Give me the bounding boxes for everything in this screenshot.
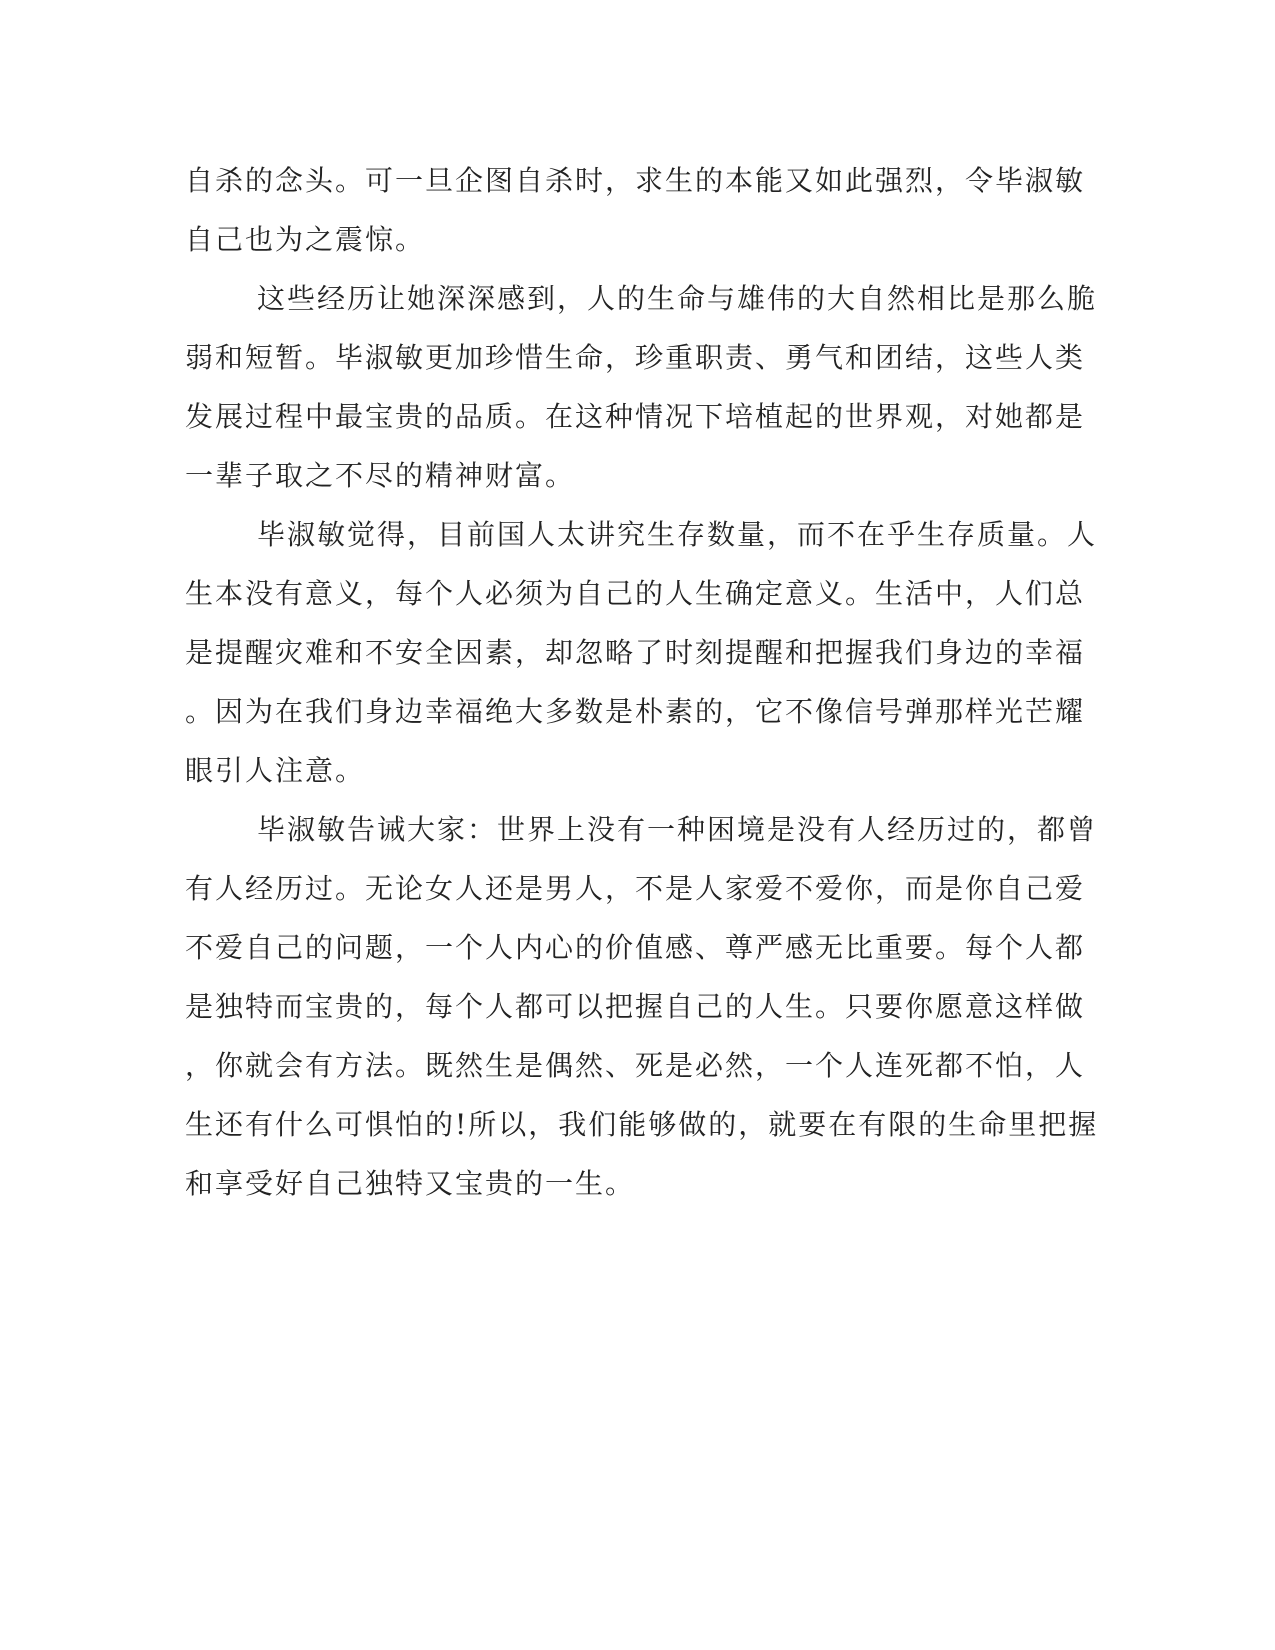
paragraph-2 bbox=[185, 277, 1098, 513]
text-line: 弱和短暂。毕淑敏更加珍惜生命，珍重职责、勇气和团结，这些人类 bbox=[185, 341, 1086, 374]
text-line: 有人经历过。无论女人还是男人，不是人家爱不爱你，而是你自己爱 bbox=[185, 872, 1086, 905]
text-line: ，你就会有方法。既然生是偶然、死是必然，一个人连死都不怕，人 bbox=[185, 1049, 1086, 1082]
paragraph-1 bbox=[185, 159, 1086, 277]
text-line: 生还有什么可惧怕的!所以，我们能够做的，就要在有限的生命里把握 bbox=[185, 1108, 1099, 1141]
text-line: 眼引人注意。 bbox=[185, 754, 366, 787]
text-line: 毕淑敏觉得，目前国人太讲究生存数量，而不在乎生存质量。人 bbox=[257, 518, 1098, 551]
text-line: 。因为在我们身边幸福绝大多数是朴素的，它不像信号弹那样光芒耀 bbox=[185, 695, 1086, 728]
text-line: 是独特而宝贵的，每个人都可以把握自己的人生。只要你愿意这样做 bbox=[185, 990, 1086, 1023]
text-line: 和享受好自己独特又宝贵的一生。 bbox=[185, 1167, 636, 1200]
text-line: 发展过程中最宝贵的品质。在这种情况下培植起的世界观，对她都是 bbox=[185, 400, 1086, 433]
text-line: 不爱自己的问题，一个人内心的价值感、尊严感无比重要。每个人都 bbox=[185, 931, 1086, 964]
body-text bbox=[185, 159, 1099, 1221]
text-line: 一辈子取之不尽的精神财富。 bbox=[185, 459, 576, 492]
text-line: 自杀的念头。可一旦企图自杀时，求生的本能又如此强烈，令毕淑敏 bbox=[185, 164, 1086, 197]
text-line: 自己也为之震惊。 bbox=[185, 223, 426, 256]
paragraph-4 bbox=[185, 808, 1099, 1221]
text-line: 这些经历让她深深感到，人的生命与雄伟的大自然相比是那么脆 bbox=[257, 282, 1098, 315]
paragraph-3 bbox=[185, 513, 1098, 808]
text-line: 生本没有意义，每个人必须为自己的人生确定意义。生活中，人们总 bbox=[185, 577, 1086, 610]
text-line: 毕淑敏告诫大家：世界上没有一种困境是没有人经历过的，都曾 bbox=[257, 813, 1098, 846]
text-line: 是提醒灾难和不安全因素，却忽略了时刻提醒和把握我们身边的幸福 bbox=[185, 636, 1086, 669]
